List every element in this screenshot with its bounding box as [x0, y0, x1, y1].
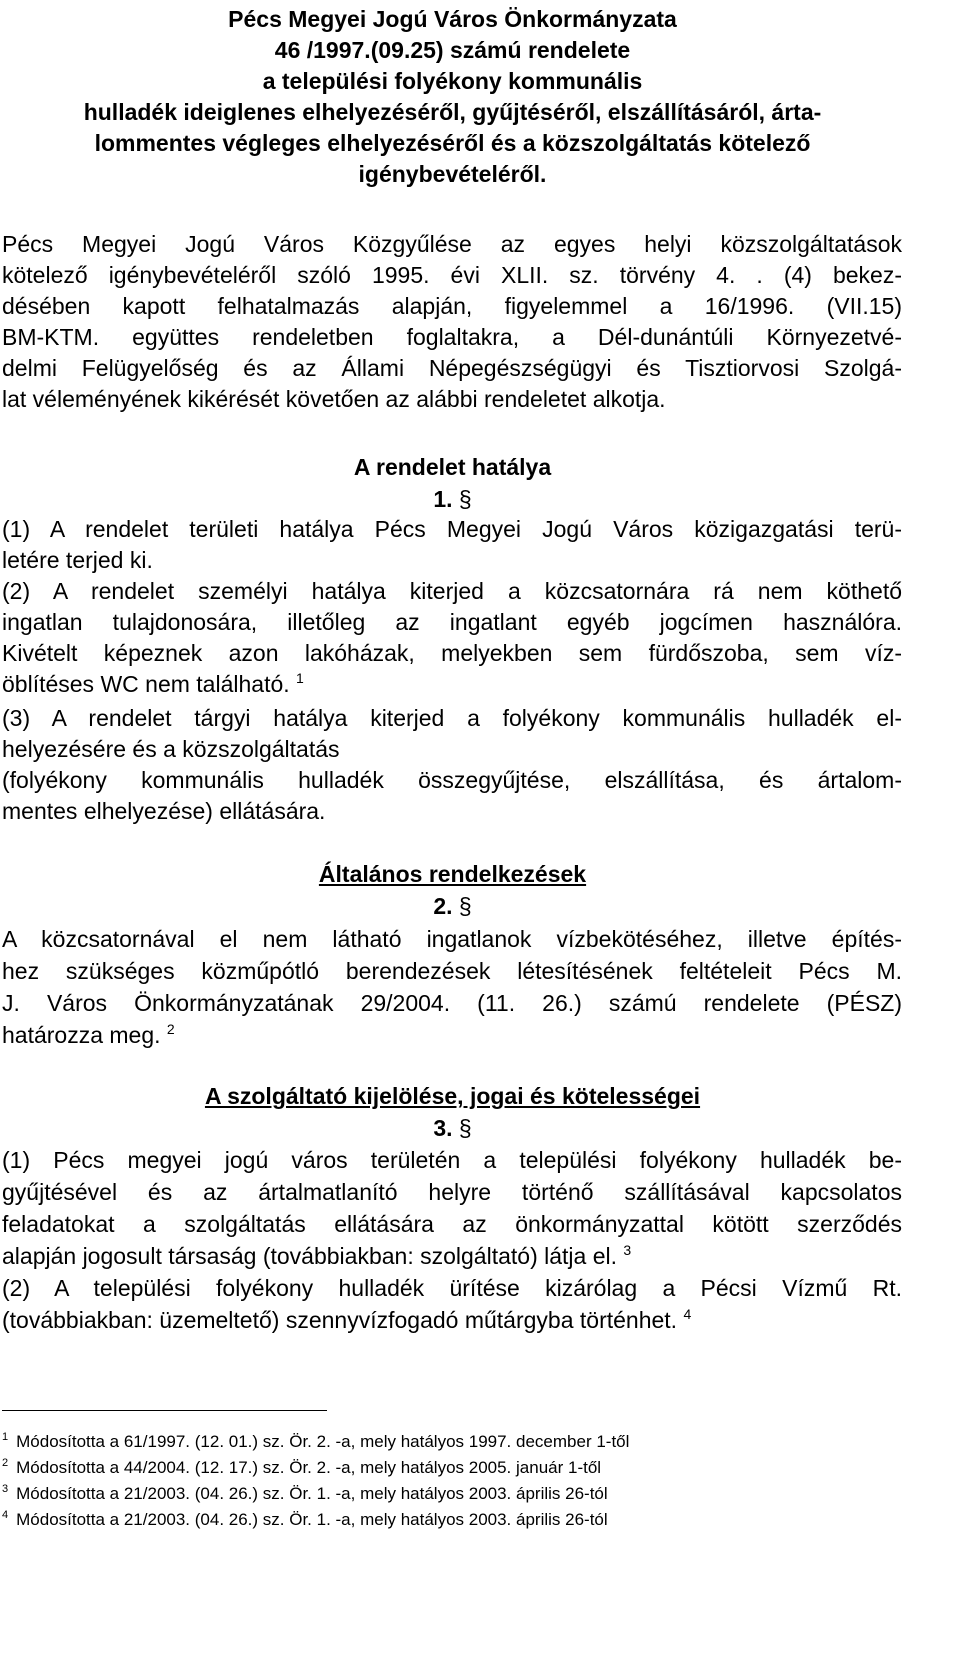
footnote-divider — [2, 1410, 327, 1411]
title-line: igénybevételéről. — [358, 161, 547, 187]
footnote-reference[interactable]: 1 — [296, 670, 304, 686]
paragraph-line: mentes elhelyezése) ellátására. — [2, 798, 326, 824]
preamble-line: lat véleményének kikérését követően az alábbi rendeletet alkotja. — [2, 386, 666, 412]
paragraph-line: helyezésére és a közszolgáltatás — [2, 736, 340, 762]
footnote-number: 1 — [2, 1431, 9, 1443]
paragraph-line: (folyékony kommunális hulladék összegyűjtése, elszállítása, és ártalom- — [2, 767, 902, 793]
preamble-line: kötelező igénybevételéről szóló 1995. évi XLII. sz. törvény 4. . (4) bekez- — [2, 262, 902, 288]
footnote: $^1$ Módosította a 61/1997. (12. 01.) sz. Ör. 2. -a, mely hatályos 1997. december 1-től — [2, 1431, 630, 1451]
section-number: 3. § — [433, 1115, 472, 1141]
section-number: 1. § — [433, 486, 472, 512]
paragraph-line: (3) A rendelet tárgyi hatálya kiterjed a folyékony kommunális hulladék el- — [2, 705, 902, 731]
footnote-reference[interactable]: 2 — [166, 1021, 175, 1037]
footnote-reference[interactable]: 3 — [623, 1242, 632, 1258]
section-heading: A szolgáltató kijelölése, jogai és kötelességei — [204, 1083, 701, 1109]
title-line: a települési folyékony kommunális — [262, 68, 643, 94]
title-line: lommentes végleges elhelyezéséről és a közszolgáltatás kötelező — [94, 130, 811, 156]
preamble-line: désében kapott felhatalmazás alapján, figyelemmel a 16/1996. (VII.15) — [2, 293, 902, 319]
title-line: 46 /1997.(09.25) számú rendelete — [274, 37, 631, 63]
paragraph-line: határozza meg. $^2$ — [2, 1021, 175, 1048]
section-heading: A rendelet hatálya — [353, 454, 552, 480]
paragraph-line: letére terjed ki. — [2, 547, 153, 573]
paragraph-line: Kivételt képeznek azon lakóházak, melyekben sem fürdőszoba, sem víz- — [2, 640, 902, 666]
paragraph-line: gyűjtésével és az ártalmatlanító helyre történő szállításával kapcsolatos — [2, 1179, 902, 1205]
footnote: $^3$ Módosította a 21/2003. (04. 26.) sz. Ör. 1. -a, mely hatályos 2003. április 26-tól — [2, 1483, 608, 1503]
footnote-number: 2 — [2, 1457, 9, 1469]
title-line: hulladék ideiglenes elhelyezéséről, gyűjtéséről, elszállításáról, ártа- — [83, 99, 822, 125]
footnote: $^2$ Módosította a 44/2004. (12. 17.) sz. Ör. 2. -a, mely hatályos 2005. január 1-től — [2, 1457, 602, 1477]
paragraph-line: (2) A rendelet személyi hatálya kiterjed a közcsatornára rá nem köthető — [2, 578, 902, 604]
paragraph-line: ingatlan tulajdonosára, illetőleg az ingatlant egyéb jogcímen használóra. — [2, 609, 902, 635]
paragraph-line: A közcsatornával el nem látható ingatlanok vízbekötéséhez, illetve építés- — [2, 926, 902, 952]
section-heading: Általános rendelkezések — [318, 861, 587, 887]
paragraph-line: (1) Pécs megyei jogú város területén a települési folyékony hulladék be- — [2, 1147, 902, 1173]
preamble-line: delmi Felügyelőség és az Állami Népegészségügyi és Tisztiorvosi Szolgá- — [2, 355, 902, 381]
paragraph-line: (1) A rendelet területi hatálya Pécs Megyei Jogú Város közigazgatási terü- — [2, 516, 902, 542]
paragraph-line: alapján jogosult társaság (továbbiakban: szolgáltató) látja el. $^3$ — [2, 1242, 632, 1269]
footnote-number: 3 — [2, 1483, 9, 1495]
paragraph-line: J. Város Önkormányzatának 29/2004. (11. 26.) számú rendelete (PÉSZ) — [2, 990, 902, 1016]
footnote-number: 4 — [2, 1509, 9, 1521]
footnote: $^4$ Módosította a 21/2003. (04. 26.) sz. Ör. 1. -a, mely hatályos 2003. április 26-tól — [2, 1509, 608, 1529]
paragraph-line: hez szükséges közműpótló berendezések létesítésének feltételeit Pécs M. — [2, 958, 902, 984]
section-number: 2. § — [433, 893, 472, 919]
paragraph-line: (továbbiakban: üzemeltető) szennyvízfogadó műtárgyba történhet. $^4$ — [2, 1306, 692, 1333]
preamble-line: BM-KTM. együttes rendeletben foglaltakra, a Dél-dunántúli Környezetvé- — [2, 324, 902, 350]
paragraph-line: (2) A települési folyékony hulladék ürítése kizárólag a Pécsi Vízmű Rt. — [2, 1275, 902, 1301]
paragraph-line: öblítéses WC nem található. $^1$ — [2, 670, 304, 697]
preamble-line: Pécs Megyei Jogú Város Közgyűlése az egyes helyi közszolgáltatások — [2, 231, 902, 257]
footnote-reference[interactable]: 4 — [683, 1306, 692, 1322]
paragraph-line: feladatokat a szolgáltatás ellátására az önkormányzattal kötött szerződés — [2, 1211, 902, 1237]
title-line: Pécs Megyei Jogú Város Önkormányzata — [228, 6, 677, 32]
